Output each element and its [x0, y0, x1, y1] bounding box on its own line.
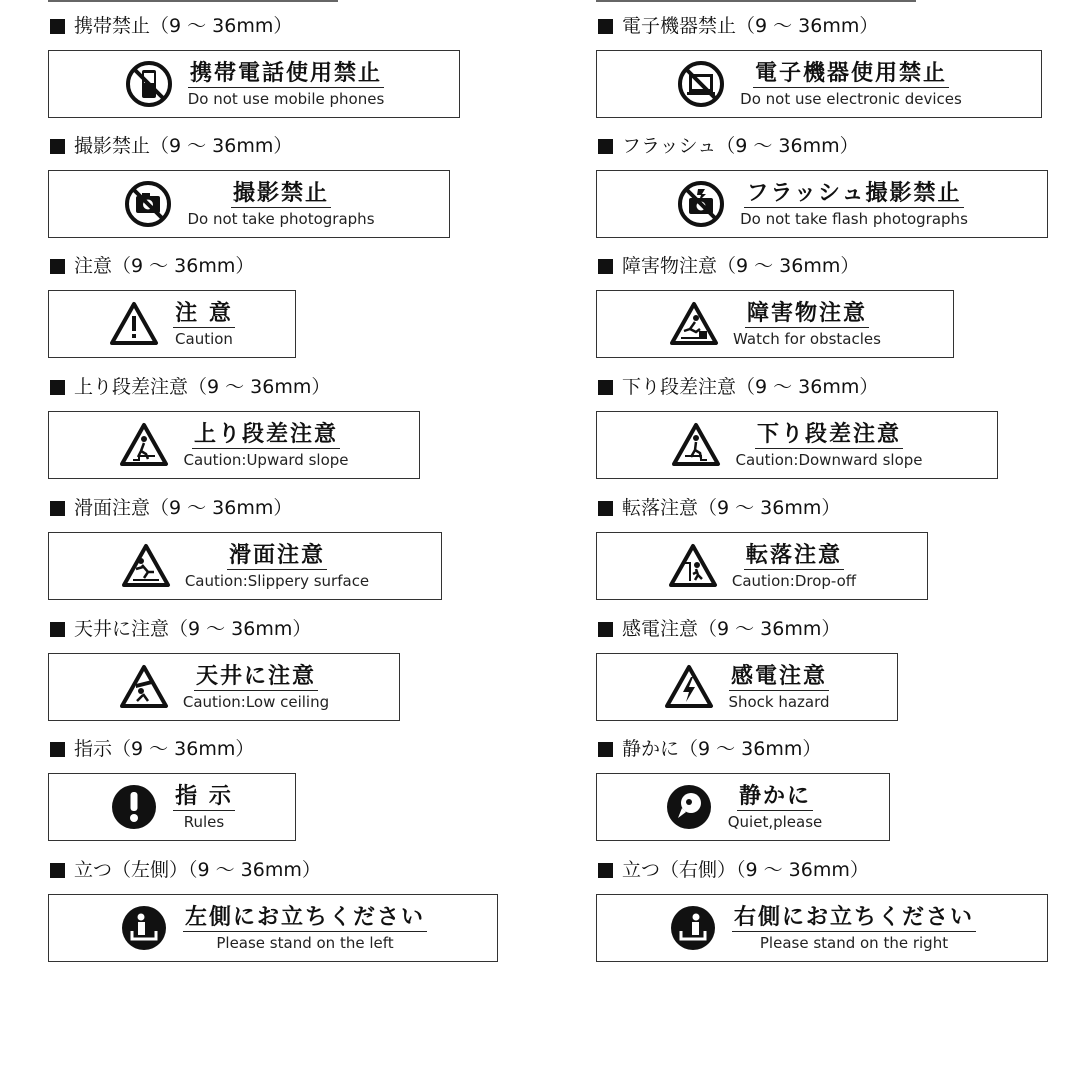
- heading-text: フラッシュ（9 ～ 36mm）: [622, 135, 859, 157]
- bullet-square: [598, 863, 613, 878]
- no-flash-icon: [676, 179, 726, 229]
- stand-right-icon: [668, 903, 718, 953]
- sign-english-text: Watch for obstacles: [733, 329, 881, 348]
- sign-japanese-text: 上り段差注意: [193, 421, 338, 447]
- item-heading: [596, 617, 840, 641]
- bullet-square: [50, 622, 65, 637]
- heading-text: 指示（9 ～ 36mm）: [74, 738, 255, 760]
- bullet-square: [598, 19, 613, 34]
- sign-english-text: Do not take photographs: [187, 209, 375, 228]
- sign-japanese-text: 注 意: [175, 300, 233, 326]
- bullet-square: [598, 622, 613, 637]
- sign-english-text: Caution: [175, 329, 233, 348]
- sign-preview: [596, 653, 898, 721]
- sign-japanese-text: 指 示: [175, 783, 233, 809]
- sign-preview: [596, 290, 954, 358]
- bullet-square: [50, 19, 65, 34]
- sign-preview: [48, 411, 420, 479]
- sign-preview: [596, 532, 928, 600]
- item-heading: [596, 14, 878, 38]
- sign-japanese-text: 電子機器使用禁止: [754, 60, 947, 86]
- bullet-square: [50, 139, 65, 154]
- heading-text: 感電注意（9 ～ 36mm）: [622, 618, 841, 640]
- sign-preview: [48, 653, 400, 721]
- heading-text: 撮影禁止（9 ～ 36mm）: [74, 135, 293, 157]
- sign-english-text: Caution:Drop-off: [731, 571, 857, 590]
- sign-japanese-text: 静かに: [738, 783, 811, 809]
- sign-japanese-text: 感電注意: [730, 663, 827, 689]
- bullet-square: [598, 259, 613, 274]
- heading-text: 滑面注意（9 ～ 36mm）: [74, 497, 293, 519]
- sign-preview: [596, 894, 1048, 962]
- bullet-square: [598, 742, 613, 757]
- item-heading: [596, 375, 878, 399]
- bullet-square: [598, 501, 613, 516]
- sign-japanese-text: 天井に注意: [195, 663, 316, 689]
- item-heading: [596, 737, 821, 761]
- stand-left-icon: [119, 903, 169, 953]
- sign-preview: [48, 773, 296, 841]
- exclamation-circle-icon: [109, 782, 159, 832]
- bullet-square: [50, 259, 65, 274]
- drop-off-warning-icon: [668, 541, 718, 591]
- bullet-square: [50, 742, 65, 757]
- sign-preview: [48, 170, 450, 238]
- top-divider-right: [596, 0, 916, 2]
- sign-english-text: Do not take flash photographs: [740, 209, 968, 228]
- low-ceiling-warning-icon: [119, 662, 169, 712]
- sign-english-text: Rules: [183, 812, 225, 831]
- item-heading: [48, 617, 311, 641]
- item-heading: [596, 134, 859, 158]
- sign-english-text: Caution:Downward slope: [735, 450, 923, 469]
- sign-japanese-text: 右側にお立ちください: [733, 904, 974, 930]
- item-heading: [596, 858, 869, 882]
- bullet-square: [598, 139, 613, 154]
- electric-shock-warning-icon: [664, 662, 714, 712]
- sign-preview: [596, 50, 1042, 118]
- heading-text: 上り段差注意（9 ～ 36mm）: [74, 376, 331, 398]
- item-heading: [596, 254, 859, 278]
- heading-text: 注意（9 ～ 36mm）: [74, 255, 255, 277]
- downward-step-warning-icon: [671, 420, 721, 470]
- heading-text: 天井に注意（9 ～ 36mm）: [74, 618, 312, 640]
- sign-english-text: Caution:Low ceiling: [182, 692, 330, 711]
- heading-text: 下り段差注意（9 ～ 36mm）: [622, 376, 879, 398]
- sign-japanese-text: 障害物注意: [746, 300, 867, 326]
- sign-japanese-text: 撮影禁止: [232, 180, 329, 206]
- sign-preview: [48, 50, 460, 118]
- heading-text: 転落注意（9 ～ 36mm）: [622, 497, 841, 519]
- item-heading: [48, 496, 292, 520]
- bullet-square: [50, 380, 65, 395]
- sign-english-text: Do not use mobile phones: [187, 89, 385, 108]
- sign-japanese-text: 携帯電話使用禁止: [189, 60, 382, 86]
- sign-preview: [48, 894, 498, 962]
- no-camera-icon: [123, 179, 173, 229]
- caution-triangle-icon: [109, 299, 159, 349]
- heading-text: 立つ（右側）（9 ～ 36mm）: [622, 859, 869, 881]
- item-heading: [48, 858, 321, 882]
- sign-english-text: Shock hazard: [728, 692, 830, 711]
- heading-text: 携帯禁止（9 ～ 36mm）: [74, 15, 293, 37]
- bullet-square: [598, 380, 613, 395]
- item-heading: [48, 134, 292, 158]
- item-heading: [48, 14, 292, 38]
- item-heading: [48, 375, 330, 399]
- sign-japanese-text: 滑面注意: [228, 542, 325, 568]
- heading-text: 立つ（左側）（9 ～ 36mm）: [74, 859, 321, 881]
- item-heading: [596, 496, 840, 520]
- sign-english-text: Caution:Upward slope: [183, 450, 349, 469]
- sign-japanese-text: 左側にお立ちください: [184, 904, 425, 930]
- slippery-surface-warning-icon: [121, 541, 171, 591]
- sign-english-text: Please stand on the right: [759, 933, 949, 952]
- quiet-please-icon: [664, 782, 714, 832]
- sign-preview: [48, 290, 296, 358]
- top-divider-left: [48, 0, 338, 2]
- sign-english-text: Please stand on the left: [216, 933, 394, 952]
- sign-preview: [596, 773, 890, 841]
- sign-english-text: Caution:Slippery surface: [184, 571, 370, 590]
- no-mobile-phone-icon: [124, 59, 174, 109]
- obstacle-warning-icon: [669, 299, 719, 349]
- heading-text: 障害物注意（9 ～ 36mm）: [622, 255, 860, 277]
- bullet-square: [50, 863, 65, 878]
- sign-japanese-text: フラッシュ撮影禁止: [746, 180, 962, 206]
- heading-text: 電子機器禁止（9 ～ 36mm）: [622, 15, 879, 37]
- item-heading: [48, 737, 254, 761]
- sign-english-text: Quiet,please: [727, 812, 823, 831]
- heading-text: 静かに（9 ～ 36mm）: [622, 738, 822, 760]
- sign-preview: [596, 411, 998, 479]
- no-electronic-device-icon: [676, 59, 726, 109]
- item-heading: [48, 254, 254, 278]
- sign-english-text: Do not use electronic devices: [740, 89, 962, 108]
- sign-japanese-text: 転落注意: [745, 542, 842, 568]
- sign-preview: [48, 532, 442, 600]
- upward-step-warning-icon: [119, 420, 169, 470]
- sign-japanese-text: 下り段差注意: [756, 421, 901, 447]
- bullet-square: [50, 501, 65, 516]
- sign-preview: [596, 170, 1048, 238]
